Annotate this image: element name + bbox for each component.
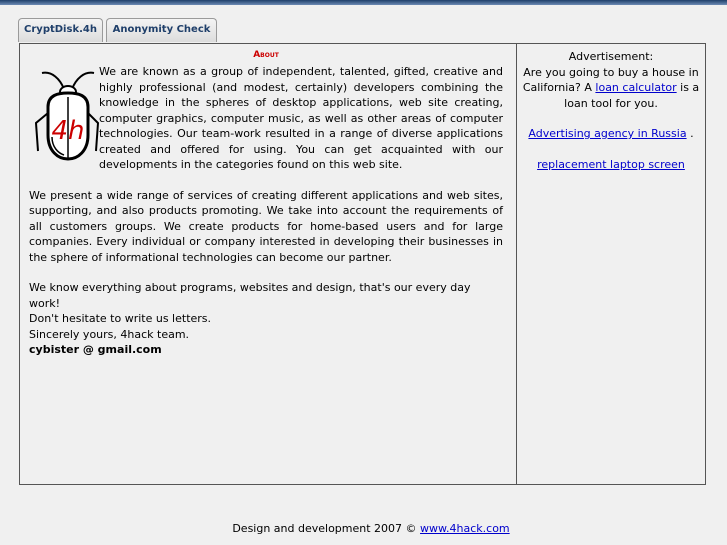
- about-title: About: [253, 50, 279, 60]
- contact-email: cybister @ gmail.com: [29, 343, 162, 356]
- column-divider: [516, 44, 517, 484]
- about-section: [29, 49, 503, 358]
- about-paragraph-1: We are known as a group of independent, talented, gifted, creative and highly professional (and modest, certainly) developers combining the knowledge in the spheres of desktop applications, web site creating, computer graphics, computer music, as well as other areas of computer technologies. Our team-work resulted in a range of diverse applications created and offered for using. You can get acquainted with our developments in the categories found on this web site.: [99, 65, 503, 171]
- ad-heading: Advertisement:: [568, 50, 654, 63]
- tab-cryptdisk[interactable]: CryptDisk.4h: [18, 18, 103, 42]
- ad-text-before: Are you going to buy a house in California? A: [522, 65, 699, 94]
- bug-logo-icon: [32, 67, 102, 165]
- replacement-laptop-screen-link[interactable]: replacement laptop screen: [537, 157, 685, 171]
- about-line-2: Don't hesitate to write us letters.: [29, 312, 212, 325]
- ad-link-3-row: [518, 157, 704, 173]
- logo-text: 4h: [51, 116, 85, 146]
- content-frame: [19, 43, 706, 485]
- tab-anonymity-check[interactable]: Anonymity Check: [106, 18, 217, 42]
- footer-text: Design and development 2007 ©: [232, 522, 421, 535]
- about-line-1: We know everything about programs, websites and design, that's our every day work!: [29, 281, 471, 310]
- loan-calculator-link[interactable]: loan calculator: [595, 81, 677, 94]
- ad-link-2-row: [518, 126, 704, 142]
- footer: [0, 522, 727, 535]
- top-bar: [0, 0, 727, 5]
- ad-link-2-suffix: .: [686, 127, 694, 140]
- advertisement-sidebar: [518, 49, 704, 172]
- about-line-3: Sincerely yours, 4hack team.: [29, 327, 190, 341]
- advertising-agency-link[interactable]: Advertising agency in Russia: [528, 127, 687, 140]
- footer-site-link[interactable]: www.4hack.com: [420, 522, 510, 535]
- ad-text-after: is a loan tool for you.: [564, 81, 700, 110]
- ad-text: [518, 65, 704, 112]
- about-paragraph-2: We present a wide range of services of creating different applications and web sites, supporting, and also products promoting. We take into account the requirements of all customers groups. We create products for home-based users and for large companies. Every individual or company interested in developing their businesses in the sphere of informational technologies can become our partner.: [29, 188, 503, 264]
